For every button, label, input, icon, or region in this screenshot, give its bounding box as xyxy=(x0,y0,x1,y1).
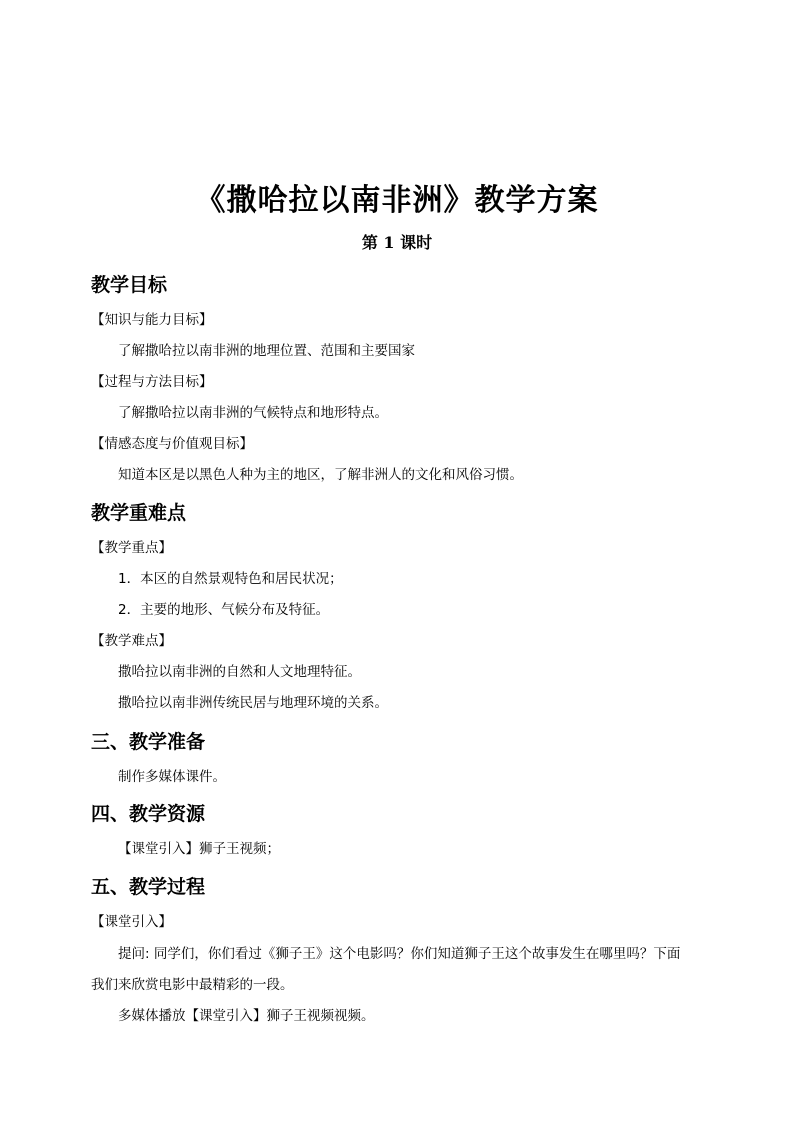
intro-play-text: 多媒体播放【课堂引入】狮子王视频视频。 xyxy=(118,1008,375,1024)
goals-heading: 教学目标 xyxy=(91,274,168,296)
lesson-subtitle: 第 1 课时 xyxy=(361,233,433,252)
key-points-heading: 教学重难点 xyxy=(91,502,187,524)
emotion-goal-label: 【情感态度与价值观目标】 xyxy=(91,436,253,452)
document-title: 《撒哈拉以南非洲》教学方案 xyxy=(195,183,599,218)
intro-label: 【课堂引入】 xyxy=(91,914,172,930)
knowledge-goal-label: 【知识与能力目标】 xyxy=(91,312,213,328)
process-goal-label: 【过程与方法目标】 xyxy=(91,374,213,390)
preparation-text: 制作多媒体课件。 xyxy=(118,769,226,785)
focus-label: 【教学重点】 xyxy=(91,540,172,556)
focus-item: 2．主要的地形、气候分布及特征。 xyxy=(118,602,330,618)
emotion-goal-text: 知道本区是以黑色人种为主的地区，了解非洲人的文化和风俗习惯。 xyxy=(118,467,523,483)
knowledge-goal-text: 了解撒哈拉以南非洲的地理位置、范围和主要国家 xyxy=(118,343,415,359)
difficulty-item: 撒哈拉以南非洲的自然和人文地理特征。 xyxy=(118,664,361,680)
intro-question-line2: 我们来欣赏电影中最精彩的一段。 xyxy=(91,977,294,993)
preparation-heading: 三、教学准备 xyxy=(91,731,206,753)
difficulty-label: 【教学难点】 xyxy=(91,633,172,649)
resources-text: 【课堂引入】狮子王视频； xyxy=(118,841,280,857)
focus-item: 1．本区的自然景观特色和居民状况； xyxy=(118,571,343,587)
resources-heading: 四、教学资源 xyxy=(91,803,206,825)
difficulty-item: 撒哈拉以南非洲传统民居与地理环境的关系。 xyxy=(118,695,388,711)
process-heading: 五、教学过程 xyxy=(91,876,206,898)
intro-question-line1: 提问: 同学们，你们看过《狮子王》这个电影吗？你们知道狮子王这个故事发生在哪里吗？下面 xyxy=(118,946,681,962)
process-goal-text: 了解撒哈拉以南非洲的气候特点和地形特点。 xyxy=(118,405,388,421)
